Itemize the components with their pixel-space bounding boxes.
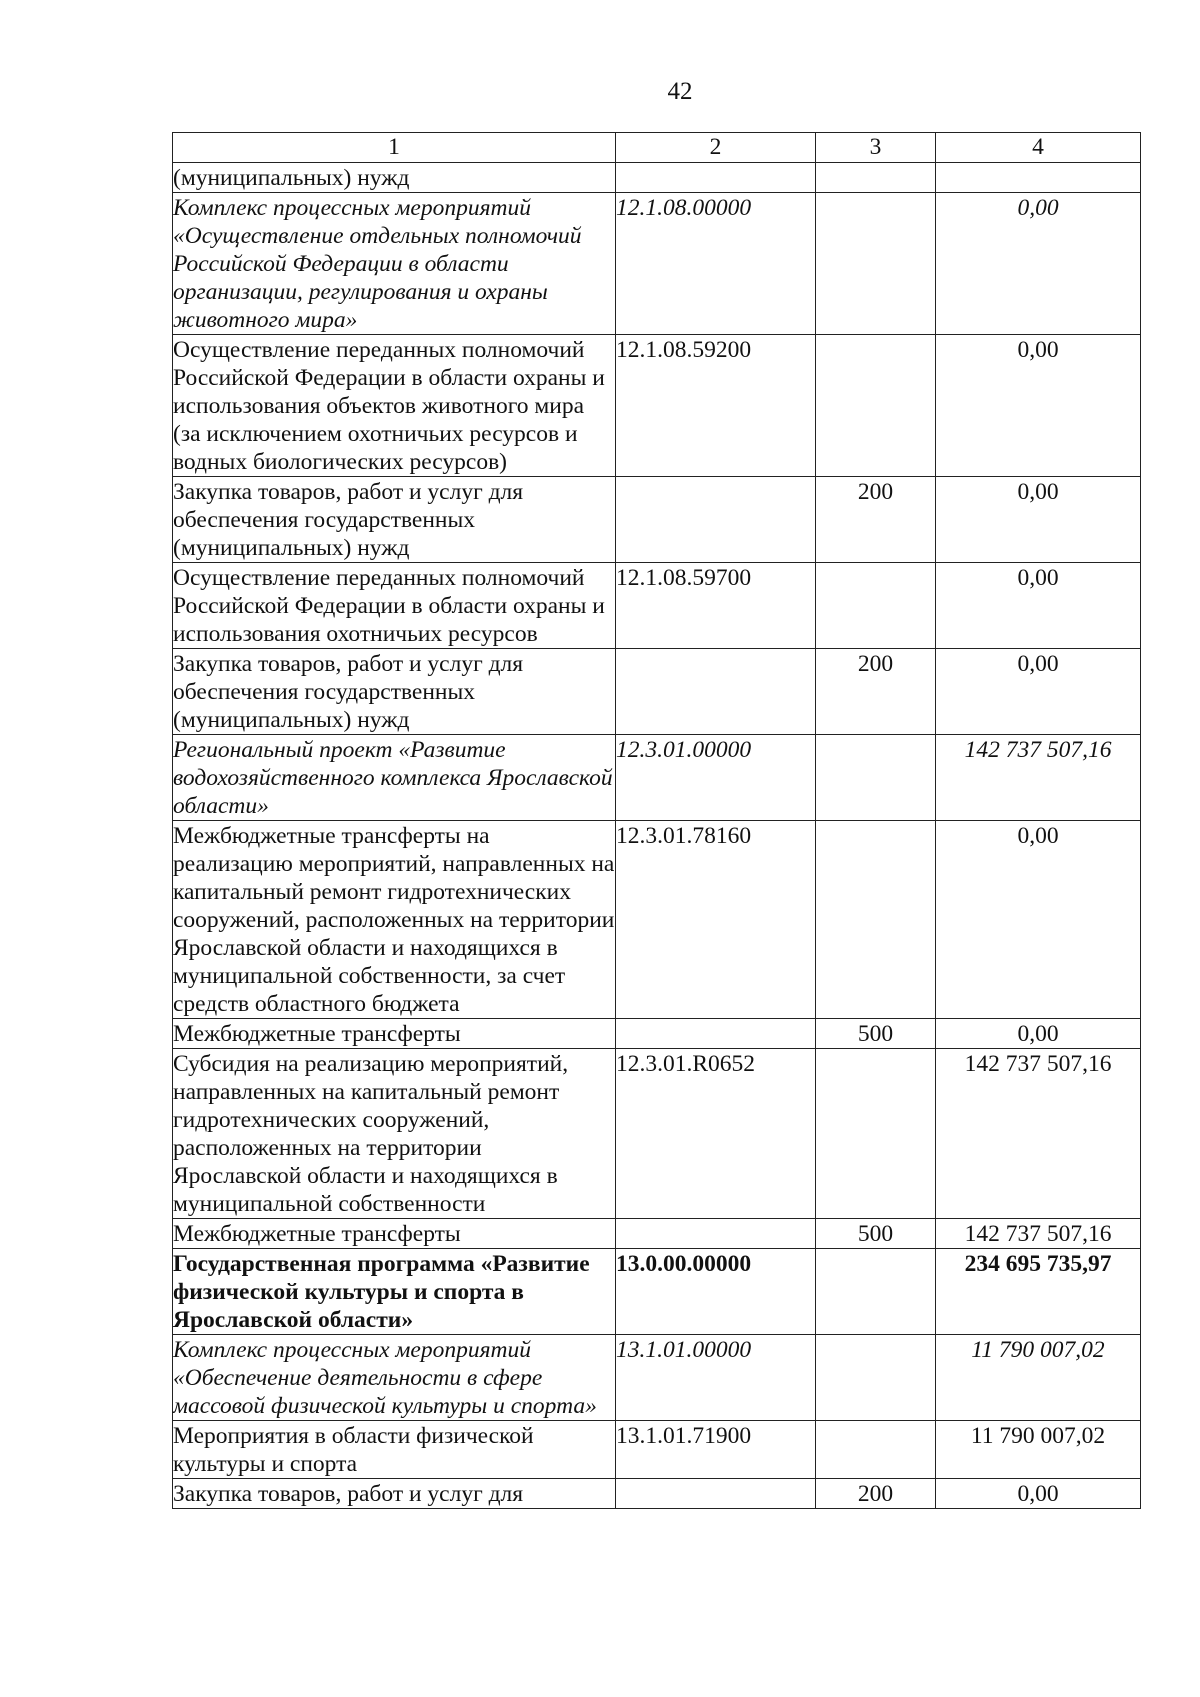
item-name-cell: Комплекс процессных мероприятий «Осуществление отдельных полномочий Российской Федерации в области организации, регулирования и охраны животного мира» xyxy=(173,193,616,335)
item-name-cell: Субсидия на реализацию мероприятий, направленных на капитальный ремонт гидротехнических сооружений, расположенных на территории Ярославской области и находящихся в муниципальной собственности xyxy=(173,1049,616,1219)
amount-cell: 0,00 xyxy=(936,563,1141,649)
item-name-cell: Комплекс процессных мероприятий «Обеспечение деятельности в сфере массовой физической культуры и спорта» xyxy=(173,1335,616,1421)
target-code-cell: 13.0.00.00000 xyxy=(616,1249,816,1335)
item-name-cell: Закупка товаров, работ и услуг для xyxy=(173,1479,616,1509)
table-row xyxy=(173,649,1141,735)
header-col-1: 1 xyxy=(173,133,616,163)
table-row xyxy=(173,735,1141,821)
header-col-4: 4 xyxy=(936,133,1141,163)
table-row xyxy=(173,563,1141,649)
expense-type-cell xyxy=(816,335,936,477)
amount-cell: 0,00 xyxy=(936,821,1141,1019)
page-number: 42 xyxy=(667,78,693,105)
target-code-cell: 12.1.08.59700 xyxy=(616,563,816,649)
table-body xyxy=(173,163,1141,1509)
expense-type-cell xyxy=(816,735,936,821)
table-header xyxy=(173,133,1141,163)
amount-cell: 11 790 007,02 xyxy=(936,1335,1141,1421)
expense-type-cell xyxy=(816,1049,936,1219)
table-row xyxy=(173,1219,1141,1249)
table-row xyxy=(173,821,1141,1019)
expense-type-cell: 200 xyxy=(816,649,936,735)
table-row xyxy=(173,477,1141,563)
expense-type-cell xyxy=(816,1335,936,1421)
header-col-3: 3 xyxy=(816,133,936,163)
table-row xyxy=(173,193,1141,335)
budget-table xyxy=(172,132,1141,1509)
expense-type-cell: 500 xyxy=(816,1219,936,1249)
target-code-cell: 12.3.01.78160 xyxy=(616,821,816,1019)
item-name-cell: Мероприятия в области физической культуры и спорта xyxy=(173,1421,616,1479)
amount-cell: 0,00 xyxy=(936,1479,1141,1509)
amount-cell: 142 737 507,16 xyxy=(936,1219,1141,1249)
table-row xyxy=(173,335,1141,477)
expense-type-cell xyxy=(816,821,936,1019)
target-code-cell xyxy=(616,163,816,193)
expense-type-cell xyxy=(816,193,936,335)
target-code-cell xyxy=(616,1019,816,1049)
item-name-cell: Закупка товаров, работ и услуг для обеспечения государственных (муниципальных) нужд xyxy=(173,649,616,735)
target-code-cell xyxy=(616,649,816,735)
amount-cell: 11 790 007,02 xyxy=(936,1421,1141,1479)
target-code-cell xyxy=(616,1219,816,1249)
expense-type-cell xyxy=(816,563,936,649)
item-name-cell: Межбюджетные трансферты xyxy=(173,1019,616,1049)
amount-cell xyxy=(936,163,1141,193)
amount-cell: 0,00 xyxy=(936,193,1141,335)
item-name-cell: Региональный проект «Развитие водохозяйственного комплекса Ярославской области» xyxy=(173,735,616,821)
item-name-cell: Закупка товаров, работ и услуг для обеспечения государственных (муниципальных) нужд xyxy=(173,477,616,563)
target-code-cell xyxy=(616,477,816,563)
amount-cell: 0,00 xyxy=(936,1019,1141,1049)
target-code-cell: 12.1.08.00000 xyxy=(616,193,816,335)
target-code-cell: 13.1.01.00000 xyxy=(616,1335,816,1421)
table-row xyxy=(173,163,1141,193)
amount-cell: 234 695 735,97 xyxy=(936,1249,1141,1335)
amount-cell: 0,00 xyxy=(936,649,1141,735)
target-code-cell: 12.3.01.00000 xyxy=(616,735,816,821)
item-name-cell: Осуществление переданных полномочий Российской Федерации в области охраны и использования охотничьих ресурсов xyxy=(173,563,616,649)
target-code-cell: 12.1.08.59200 xyxy=(616,335,816,477)
expense-type-cell: 200 xyxy=(816,1479,936,1509)
target-code-cell: 13.1.01.71900 xyxy=(616,1421,816,1479)
table-row xyxy=(173,1049,1141,1219)
table-row xyxy=(173,1019,1141,1049)
table-row xyxy=(173,1335,1141,1421)
item-name-cell: Осуществление переданных полномочий Российской Федерации в области охраны и использования объектов животного мира (за исключением охотничьих ресурсов и водных биологических ресурсов) xyxy=(173,335,616,477)
table-row xyxy=(173,1249,1141,1335)
item-name-cell: Межбюджетные трансферты xyxy=(173,1219,616,1249)
amount-cell: 142 737 507,16 xyxy=(936,735,1141,821)
table-row xyxy=(173,1421,1141,1479)
item-name-cell: Государственная программа «Развитие физической культуры и спорта в Ярославской области» xyxy=(173,1249,616,1335)
amount-cell: 0,00 xyxy=(936,477,1141,563)
item-name-cell: (муниципальных) нужд xyxy=(173,163,616,193)
expense-type-cell xyxy=(816,163,936,193)
header-row xyxy=(173,133,1141,163)
expense-type-cell xyxy=(816,1249,936,1335)
expense-type-cell: 500 xyxy=(816,1019,936,1049)
amount-cell: 142 737 507,16 xyxy=(936,1049,1141,1219)
target-code-cell xyxy=(616,1479,816,1509)
item-name-cell: Межбюджетные трансферты на реализацию мероприятий, направленных на капитальный ремонт гидротехнических сооружений, расположенных на территории Ярославской области и находящихся в муниципальной собственности, за счет средств областного бюджета xyxy=(173,821,616,1019)
table-row xyxy=(173,1479,1141,1509)
amount-cell: 0,00 xyxy=(936,335,1141,477)
target-code-cell: 12.3.01.R0652 xyxy=(616,1049,816,1219)
header-col-2: 2 xyxy=(616,133,816,163)
expense-type-cell: 200 xyxy=(816,477,936,563)
expense-type-cell xyxy=(816,1421,936,1479)
